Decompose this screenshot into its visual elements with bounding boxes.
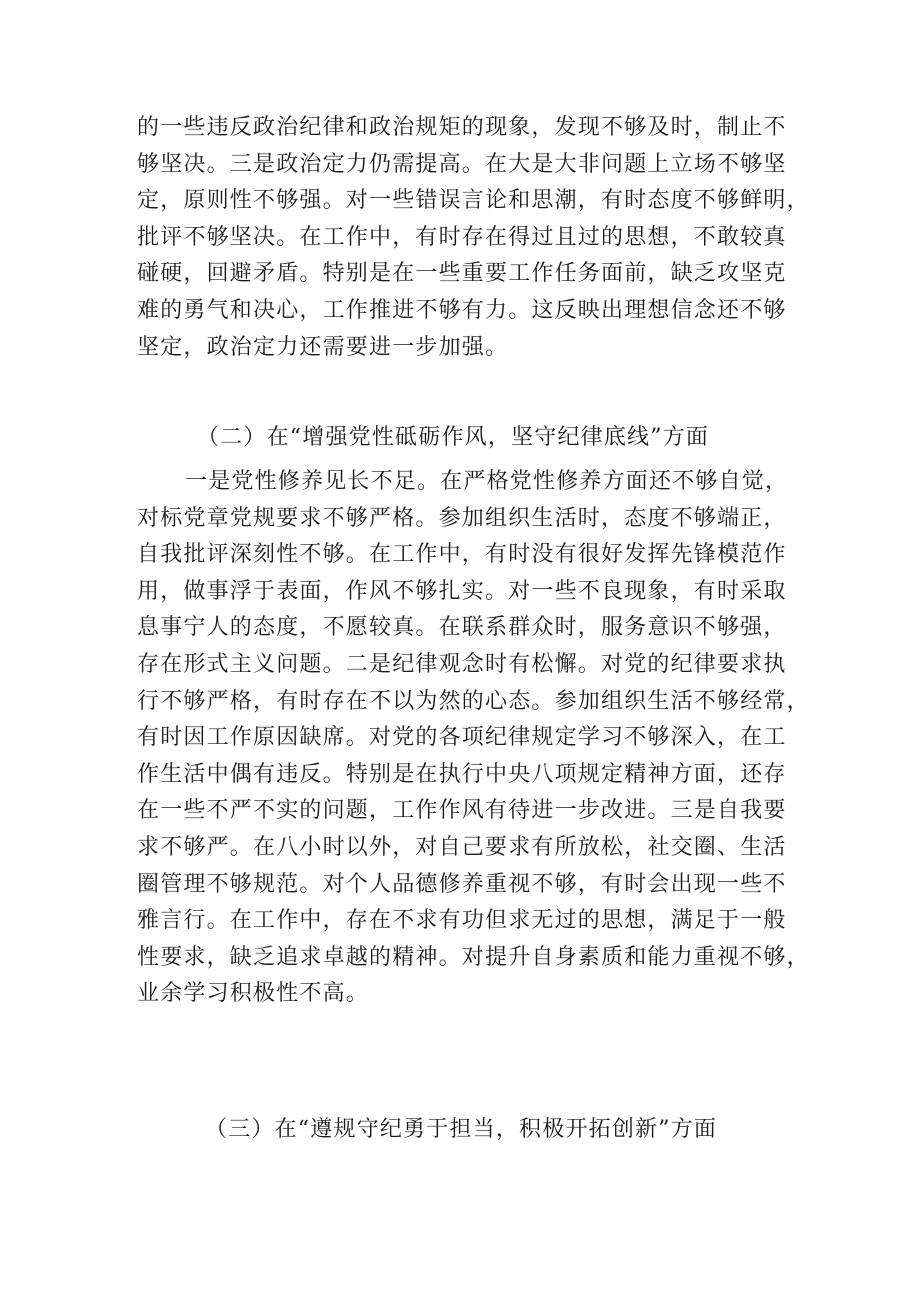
- paragraph-line: 的一些违反政治纪律和政治规矩的现象，发现不够及时，制止不: [137, 115, 787, 140]
- paragraph-line: 碰硬，回避矛盾。特别是在一些重要工作任务面前，缺乏攻坚克: [137, 261, 787, 287]
- section-heading-2: （二）在“增强党性砥砺作风，坚守纪律底线”方面: [197, 425, 710, 450]
- paragraph-line: 坚定，政治定力还需要进一步加强。: [137, 334, 509, 360]
- paragraph-political-discipline: [137, 110, 810, 366]
- paragraph-line: 难的勇气和决心，工作推进不够有力。这反映出理想信念还不够: [137, 297, 787, 323]
- paragraph-line: 对标党章党规要求不够严格。参加组织生活时，态度不够端正，: [137, 505, 787, 531]
- paragraph-line: 存在形式主义问题。二是纪律观念时有松懈。对党的纪律要求执: [137, 651, 787, 677]
- paragraph-line: 行不够严格，有时存在不以为然的心态。参加组织生活不够经常，: [137, 688, 810, 714]
- paragraph-line: 一是党性修养见长不足。在严格党性修养方面还不够自觉，: [185, 469, 789, 494]
- paragraph-line: 业余学习积极性不高。: [137, 981, 370, 1007]
- paragraph-line: 圈管理不够规范。对个人品德修养重视不够，有时会出现一些不: [137, 871, 787, 897]
- paragraph-line: 作生活中偶有违反。特别是在执行中央八项规定精神方面，还存: [137, 761, 787, 787]
- paragraph-line: 够坚决。三是政治定力仍需提高。在大是大非问题上立场不够坚: [137, 151, 787, 177]
- paragraph-line: 息事宁人的态度，不愿较真。在联系群众时，服务意识不够强，: [137, 615, 787, 641]
- section-heading-3: （三）在“遵规守纪勇于担当，积极开拓创新”方面: [205, 1117, 718, 1142]
- paragraph-line: 求不够严。在八小时以外，对自己要求有所放松，社交圈、生活: [137, 834, 787, 860]
- paragraph-line: 雅言行。在工作中，存在不求有功但求无过的思想，满足于一般: [137, 908, 787, 934]
- paragraph-line: 定，原则性不够强。对一些错误言论和思潮，有时态度不够鲜明，: [137, 188, 810, 214]
- paragraph-party-spirit: [137, 464, 810, 1013]
- paragraph-line: 性要求，缺乏追求卓越的精神。对提升自身素质和能力重视不够，: [137, 944, 810, 970]
- paragraph-line: 有时因工作原因缺席。对党的各项纪律规定学习不够深入，在工: [137, 725, 787, 751]
- paragraph-line: 在一些不严不实的问题，工作作风有待进一步改进。三是自我要: [137, 798, 787, 824]
- paragraph-line: 用，做事浮于表面，作风不够扎实。对一些不良现象，有时采取: [137, 578, 787, 604]
- paragraph-line: 批评不够坚决。在工作中，有时存在得过且过的思想，不敢较真: [137, 224, 787, 250]
- paragraph-line: 自我批评深刻性不够。在工作中，有时没有很好发挥先锋模范作: [137, 542, 787, 568]
